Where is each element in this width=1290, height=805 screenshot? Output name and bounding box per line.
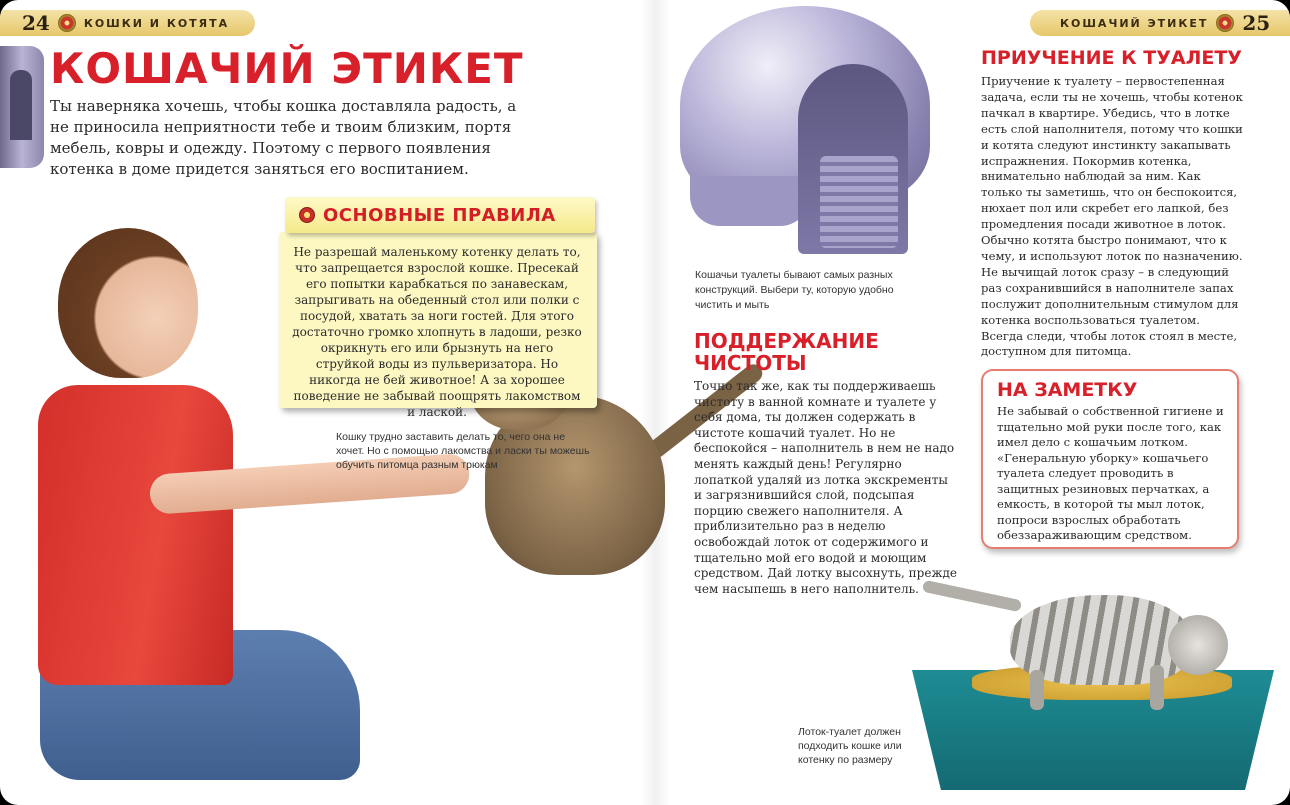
page-number-right: 25 bbox=[1242, 11, 1271, 35]
header-left bbox=[0, 10, 255, 36]
emblem-icon bbox=[58, 14, 76, 32]
dome-steps-shape bbox=[820, 156, 898, 248]
bullet-icon bbox=[299, 207, 315, 223]
toilet-training-text: Приучение к туалету – первостепенная задача, если ты не хочешь, чтобы котенок пачкал в квартире. Убедись, что в лотке есть слой наполнителя, потому что кошки и котята следуют инстинкту закапывать испражнения. Покормив котенка, внимательно наблюдай за ним. Как только ты заметишь, что он беспокоится, нюхает пол или скребет его лапкой, без промедления посади животное в лоток. Обычно котята быстро понимают, что к чему, и используют лоток по назначению. Не вычищай лоток сразу – в следующий раз сохранившийся в наполнителе запах послужит дополнительным стимулом для котенка воспользоваться туалетом. Всегда следи, чтобы лоток стоял в месте, доступном для питомца. bbox=[981, 74, 1243, 359]
boy-shirt-shape bbox=[38, 385, 233, 685]
dome-litter-box-image bbox=[680, 6, 930, 258]
cleanliness-text: Точно так же, как ты поддерживаешь чистоту в ванной комнате и туалете у себя дома, ты должен содержать в чистоте кошачий туалет. Но не беспокойся – наполнитель в нем не надо менять каждый день! Регулярно лопаткой удаляй из лотка экскременты и загрязнившийся слой, подсыпая порцию свежего наполнителя. А приблизительно раз в неделю освобождай лоток от содержимого и тщательно мой его водой и моющим средством. Дай лотку высохнуть, прежде чем насыпешь в него наполнитель. bbox=[694, 379, 957, 596]
striped-cat-head-shape bbox=[1168, 615, 1228, 675]
caption-boy: Кошку трудно заставить делать то, чего она не хочет. Но с помощью лакомства и ласки ты можешь обучить питомца разным трюкам bbox=[336, 431, 590, 471]
rules-box bbox=[279, 232, 597, 419]
cat-leg-shape bbox=[1150, 665, 1164, 710]
rules-text: Не разрешай маленькому котенку делать то, что запрещается взрослой кошке. Пресекай его попытки карабкаться по занавескам, запрыгивать на обеденный стол или полки с посудой, хватать за ноги гостей. Для этого достаточно громко хлопнуть в ладоши, резко окрикнуть его или брызнуть на него струйкой воды из пульверизатора. Но никогда не бей животное! А за хорошее поведение не забывай поощрять лакомством и лаской. bbox=[292, 245, 582, 419]
caption-dome: Кошачьи туалеты бывают самых разных конструкций. Выбери ту, которую удобно чистить и мыть bbox=[695, 269, 894, 311]
rules-title: ОСНОВНЫЕ ПРАВИЛА bbox=[323, 204, 556, 226]
page-title: КОШАЧИЙ ЭТИКЕТ bbox=[50, 44, 524, 93]
cleanliness-title: ПОДДЕРЖАНИЕ ЧИСТОТЫ bbox=[694, 329, 879, 375]
toilet-training-title: ПРИУЧЕНИЕ К ТУАЛЕТУ bbox=[981, 47, 1242, 69]
note-title: НА ЗАМЕТКУ bbox=[997, 379, 1138, 401]
emblem-icon bbox=[1216, 14, 1234, 32]
rules-heading-tab bbox=[285, 197, 595, 233]
section-name-right: КОШАЧИЙ ЭТИКЕТ bbox=[1060, 16, 1209, 30]
caption-tray: Лоток-туалет должен подходить кошке или котенку по размеру bbox=[798, 726, 902, 766]
dome-base-shape bbox=[690, 176, 810, 226]
cat-leg-shape bbox=[1030, 670, 1044, 710]
page-number-left: 24 bbox=[22, 11, 50, 35]
section-name-left: КОШКИ И КОТЯТА bbox=[83, 16, 230, 30]
litter-box-edge-image bbox=[0, 46, 44, 168]
header-right bbox=[1030, 10, 1290, 36]
note-text: Не забывай о собственной гигиене и тщательно мой руки после того, как имел дело с кошачьим лотком. «Генеральную уборку» кошачьего туалета следует проводить в защитных резиновых перчатках, а емкость, в которой ты мыл лоток, попроси взрослых обработать обеззараживающим средством. bbox=[997, 404, 1224, 542]
boy-head-shape bbox=[58, 228, 198, 378]
intro-paragraph: Ты наверняка хочешь, чтобы кошка доставляла радость, а не приносила неприятности тебе и твоим близким, портя мебель, ковры и одежду. Поэтому с первого появления котенка в доме придется заняться его воспитанием. bbox=[50, 97, 517, 178]
note-box bbox=[981, 369, 1239, 549]
